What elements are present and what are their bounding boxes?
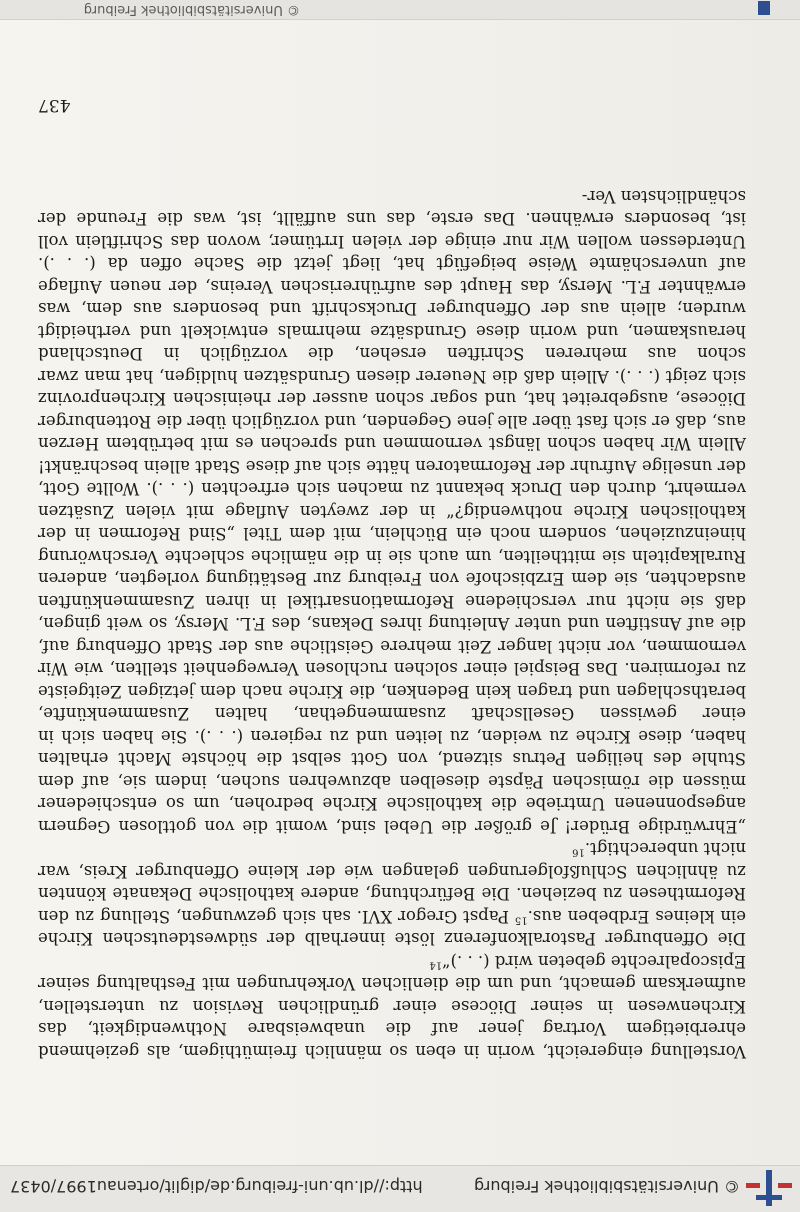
logo-fragment-icon	[758, 1, 770, 15]
footnote-ref-15: 15	[514, 914, 528, 926]
footer-copyright: © Universitätsbibliothek Freiburg	[83, 2, 300, 17]
body-text	[38, 185, 746, 1063]
paragraph-1: Vorstellung eingereicht, worin in eben so männlich freimüthigem, als geziehmend ehrerbietigem Vortrag jener auf die unabweisbare Nothwendigkeit, das Kirchenwesen in seiner Diöcese einer gründlichen Revision zu unterstellen, aufmerksam gemacht, und um die dienlichen Vorkehrungen mit Festhaltung seiner Episcopalrechte gebeten wird (. . .)“$^{14}$	[38, 952, 746, 1061]
footnote-ref-14: 14	[429, 959, 443, 971]
diglit-url[interactable]: http://dl.ub.uni-freiburg.de/diglit/ortenau1997/0437	[10, 1177, 423, 1196]
viewer-footer	[0, 0, 800, 20]
paragraph-3-quote: „Ehrwürdige Brüder! Je größer die Uebel sind, womit die von gottlosen Gegnern angesponnenen Umtriebe die katholische Kirche bedrohen, um so entschiedener müssen die römischen Päpste dieselben abzuwehren suchen, indem sie, auf dem Stuhle des heiligen Petrus sitzend, von Gott selbst die höchste Macht erhalten haben, diese Kirche zu weiden, zu leiten und zu regieren (. . .). Sie haben sich in einer gewissen Gesellschaft zusammengethan, halten Zusammenkünfte, berathschlagen und tragen kein Bedenken, die Kirche nach dem jetzigen Zeitgeiste zu reformiren. Das Beispiel einer solchen ruchlosen Verwegenheit stellten, wie Wir vernommen, vor nicht langer Zeit mehrere Geistliche aus der Stadt Offenburg auf, die auf Anstiften und unter Anleitung ihres Dekans, des F.L. Mersy, so weit gingen, daß sie nicht nur verschiedene Reformationsartikel in ihren Zusammenkünften ausdachten, sie dem Erzbischofe von Freiburg zur Bestätigung vorlegten, anderen Ruralkapiteln sie mittheilten, um auch sie in die nämliche schlechte Verschwörung hineinzuziehen, sondern noch ein Büchlein, mit dem Titel „Sind Reformen in der katholischen Kirche nothwendig?“ in der zweyten Auflage mit vielen Zusätzen vermehrt, durch den Druck bekannt zu machen sich erfrechten (. . .). Wollte Gott, der unselige Aufruhr der Reformatoren hätte sich auf diese Stadt allein beschränkt! Allein Wir haben schon längst vernommen und sprechen es mit betrübtem Herzen aus, daß er sich fast über alle jene Gegenden, und vorzüglich über die Rottenburger Diöcese, ausgebreitet hat, und sogar schon ausser der rheinischen Kirchenprovinz sich zeigt (. . .). Allein daß die Neuerer diesen Grundsätzen huldigen, hat man zwar schon aus mehreren Schriften ersehen, die vorzüglich in Deutschland herauskamen, und worin diese Grundsätze mehrmals entwickelt und vertheidigt wurden; allein aus der Offenburger Druckschrift und besonders aus dem, was erwähnter F.L. Mersy, das Haupt des aufrührerischen Vereins, der neuen Auflage auf unverschämte Weise beigefügt hat, liegt jetzt die Sache offen da (. . .). Unterdessen wollen Wir nur einige der vielen Irrtümer, wovon das Schriftlein voll ist, besonders erwähnen. Das erste, das uns auffällt, ist, was die Freunde der schändlichsten Ver-	[38, 187, 746, 836]
copyright-note: © Universitätsbibliothek Freiburg	[473, 1177, 740, 1196]
paragraph-2: Die Offenburger Pastoralkonferenz löste innerhalb der südwestdeutschen Kirche ein kleines Erdbeben aus.$^{15}$ Papst Gregor XVI. sah sich gezwungen, Stellung zu den Reformthesen zu beziehen. Die Befürchtung, andere katholische Dekanate könnten zu ähnlichen Schlußfolgerungen gelangen wie der kleine Offenburger Kreis, war nicht unberechtigt.$^{16}$	[37, 839, 746, 949]
footnote-ref-16: 16	[572, 847, 585, 858]
viewer-header	[0, 1165, 800, 1212]
page-number: 437	[38, 95, 71, 115]
page-url[interactable]	[474, 1177, 740, 1196]
university-logo	[746, 1168, 792, 1210]
